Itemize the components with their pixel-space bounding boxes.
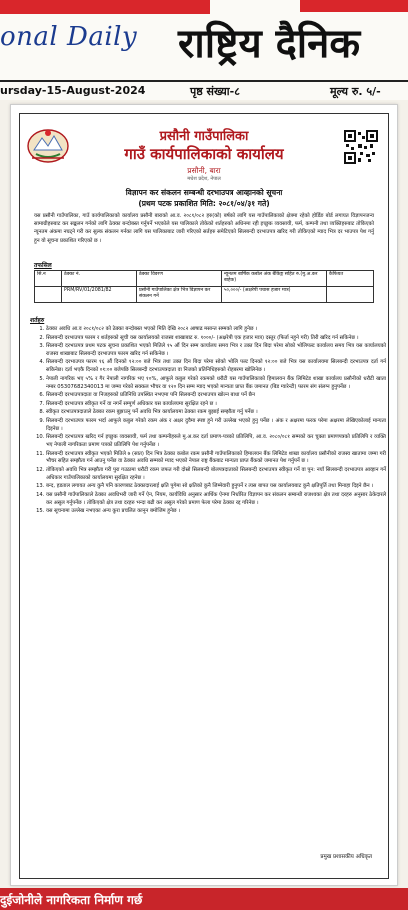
table-cell: प्रसौनी गाउँपालिका क्षेत्र भित्र विज्ञापन कर संकलन गर्ने (137, 286, 222, 302)
conditions-label: शर्तहरु (30, 317, 45, 324)
table-header-cell: सि.न (35, 271, 62, 287)
table-cell: PRM/RV/01/2081/82 (62, 286, 137, 302)
list-item: 7. सिलबन्दी दरभाउपत्र स्वीकृत गर्ने वा नगर्ने सम्पूर्ण अधिकार यस कार्यालयमा सुरक्षित रहने छ । (46, 401, 386, 409)
details-label: तफसिल (34, 262, 52, 269)
masthead-red-banner (0, 0, 210, 14)
table-row (35, 286, 374, 302)
masthead-red-banner-right (300, 0, 408, 12)
masthead (0, 0, 408, 100)
signatory: प्रमुख प्रशासकीय अधिकृत (320, 854, 372, 860)
newspaper-nepali-name: राष्ट्रिय दैनिक (178, 20, 361, 67)
list-item: 14. यस प्रसौनी गाउँपालिकाले ठेक्का अवधिभरी जारी गर्ने ऐन, नियम, कार्यविधि अनुसार आर्थिक ऐनमा निर्धारित विज्ञापन कर संकलन सम्बन्धी राजश्वका क्षेत्र तथा दरहरु अनुसार ठेकेदारले कर असुल गर्नुपर्नेछ । तोकिएको क्षेत्र तथा दरहरु भन्दा बढी कर असुल गरेको प्रमाण फेला परेमा ठेक्का रद्द गरिनेछ । (46, 492, 386, 508)
notice-title: विज्ञापन कर संकलन सम्बन्धी दरभाउपत्र आव्हानको सूचना (125, 188, 283, 197)
notice-box (19, 113, 389, 879)
list-item: 12. तोकिएको अवधि भित्र सम्झौता गरी पुरा गउठामा धरौटी रकम जफत गरी दोस्रो सिलबन्दी बोलपत्रदाताको सिलबन्दी दरभाउपत्र स्वीकृत गर्ने वा पुन: नयाँ सिलबन्दी दरभाउपत्र आव्हान गर्ने अधिकार गाउँपालिकाको कार्यालयमा सुरक्षित रहनेछ । (46, 467, 386, 483)
table-header-row (35, 271, 374, 287)
notice-clipping (10, 104, 398, 886)
table-header-cell: ठेक्का विवरण (137, 271, 222, 287)
list-item: 3. सिलबन्दी दरभाउपत्र प्रथम पटक सूचना प्रकाशित भएको मितिले १५ औं दिन सम्म कार्यालय समय भित्र र उक्त दिन बिदा परेमा सोको भोलिपल्ट कार्यालय समय भित्र यस कार्यालयको राजस्व शाखाबाट सिलबन्दी दरभाउपत्र फारम खरिद गर्न सकिनेछ । (46, 343, 386, 359)
notice-intro-paragraph: यस प्रसौनी गाउँपालिका, गाउँ कार्यपालिकाको कार्यालय प्रसौनी बाराको आ.व. २०८१/०८२ हरु(को) बर्षको लागि यस गाउँपालिकाको क्षेत्रमा रहेको होर्डिङ बोर्ड लगायत विज्ञापनजन्य सामाग्रीहरुबाट कर सङ्कलन गर्नको लागि ठेक्का बन्दोबस्त गर्नुपर्ने भएकोले यस पालिकाले तोकेको शर्तहरुको अधिनमा रही इच्छुक व्यवसायी, फर्म, कम्पनी तथा व्यक्तिहरुबाट तोकिएको न्यूनतम अंकमा नघट्ने गरी कर सुल्क संकलन गर्नका लागि यस पालिकाबाट जारी गरिएको सर्तहरु समेटिएको सिलबन्दी दरभाउपत्र खरिद गरी तोकिएको म्याद भित्र दर भाउपत्र पेश गर्नु हुन यो सूचना प्रकाशित गरिएको छ । (34, 213, 374, 244)
conditions-list (34, 326, 386, 517)
list-item: 9. सिलबन्दी दरभाउपत्र फारम भर्दा आफूले कबुल गरेको रकम अंक र अक्षर दुवैमा स्पष्ट हुने गरी उल्लेख भएको हुनु पर्नेछ । अंक र अक्षरमा फरक परेमा अक्षरमा लेखिएकोलाई मान्यता दिइनेछ । (46, 418, 386, 434)
dateline (0, 80, 408, 100)
list-item: 2. सिलबन्दी दरभाउपत्र फारम र शर्तहरुको सूची यस कार्यालयको राजस्व शाखाबाट रु. १०००/- (अक्षरेपी एक हजार मात्र) दस्तुर (फिर्ता नहुने गरी) तिरी खरिद गर्न सकिनेछ । (46, 335, 386, 343)
price: मूल्य रु. ५/- (330, 85, 381, 98)
office-province: मधेश प्रदेश, नेपाल (187, 176, 221, 182)
newspaper-english-name: onal Daily (0, 22, 138, 52)
footer-banner (0, 888, 408, 910)
list-item: 11. सिलबन्दी दरभाउपत्र स्वीकृत भएको मितिले ७ (सात) दिन भित्र ठेक्का कबोल रकम प्रसौनी गाउँपालिकाको हिमालयन बैंक लिमिटेड शाखा कार्यालय प्रसौनीको राजस्व खातामा जम्मा गरी भौचर सहित सम्झौता गर्न आउनु पर्नेछ वा ठेक्का अवधि सम्मको म्याद भएको नेपाल राष्ट्र बैंकबाट मान्यता प्राप्त बैंकको जमानत पेश गर्नुपर्ने छ । (46, 451, 386, 467)
table-cell (35, 286, 62, 302)
list-item: 10. सिलबन्दी दरभाउपत्र खरिद गर्न इच्छुक व्यवसायी, फर्म तथा कम्पनीहरुले मु.अ.कर दर्ता प्रमाण-पत्रको प्रतिलिपि, आ.व. २०८०/०८१ सम्मको कर चुक्ता प्रमाणपत्रको प्रतिलिपि र व्यक्ति भए नेपाली नागरिकता प्रमाण पत्रको प्रतिलिपि पेश गर्नुपर्नेछ । (46, 434, 386, 450)
table-header-cell: कैफियत (327, 271, 374, 287)
footer-headline: दुईजोनीले नागरिकता निर्माण गर्छ (0, 893, 143, 907)
notice-subtitle: (प्रथम पटक प्रकाशित मिति: २०८१/०४/३१ गते) (138, 199, 270, 208)
office-location: प्रसौनी, बारा (187, 166, 221, 175)
list-item: 4. सिलबन्दी दरभाउपत्र फारम १६ औं दिनको १२:०० बजे भित्र तथा उक्त दिन बिदा परेमा सोको भोलि पल्ट दिनको १२:०० बजे भित्र यस कार्यालयमा सिलबन्दी दरभाउपत्र दर्ता गर्न सकिनेछ। दर्ता भएकै दिनको ०१:०० बजेपछि सिलबन्दी दरभाउपत्रदाता वा निजको प्रतिनिधिहरुको रोहबरमा खोलिनेछ । (46, 359, 386, 375)
issue-date: ursday-15-August-2024 (0, 84, 146, 97)
page-number: पृष्ठ संख्या-८ (190, 85, 240, 98)
list-item: 8. स्वीकृत दरभाउपत्रदाताले ठेक्का रकम बुझाउनु पर्ने अवधि भित्र कार्यालयमा ठेक्का रकम बुझाई सम्झौता गर्नु पर्नेछ । (46, 409, 386, 417)
list-item: 15. यस सूचनामा उल्लेख नभएका अन्य कुरा प्रचलित कानून बमोजिम हुनेछ । (46, 508, 386, 516)
list-item: 6. सिलबन्दी दरभाउपत्रदाता वा निजहरुको प्रतिनिधि उपस्थित नभएमा पनि सिलबन्दी दरभाउपत्र खोल्न बाधा पर्ने छैन (46, 392, 386, 400)
office-title: गाउँ कार्यपालिकाको कार्यालय (124, 145, 284, 163)
tender-details-table (34, 270, 374, 303)
office-name: प्रसौनी गाउँपालिका (159, 129, 249, 144)
table-header-cell: ठेक्का नं. (62, 271, 137, 287)
table-header-cell: न्युनतम बार्षिक कबोल अंक बैकिङ्ग सहित रु.(मु.अ.कर बाहेक) (222, 271, 327, 287)
table-cell: ५०,०००/- (अक्षरेपी पचास हजार मात्र) (222, 286, 327, 302)
list-item: 1. ठेक्का अवधि आ.व २०८१/०८२ को ठेक्का बन्दोबस्त भएको मिति देखि २०८२ आषाढ मसान्त सम्मको लागि हुनेछ । (46, 326, 386, 334)
list-item: 13. बन्द, हडताल लगायत अन्य कुनै पनि कारणबाट ठेक्कादारलाई क्षति पुगेमा सो क्षतिको कुनै जिम्मेवारी हुनुपर्ने र त्यस बापत यस कार्यालयबाट कुनै क्षतिपूर्ति तथा मिनाहा दिइने छैन । (46, 483, 386, 491)
table-cell (327, 286, 374, 302)
list-item: 5. नेपाली नागरिक भए ५% र गैर नेपाली नागरिक भए १०%, आफूले कबुल गरेको रकमको धरौटी यस गाउँपालिकाको हिमालयन बैंक लिमिटेड शाखा कार्यालय प्रसौनीको धरौटी खाता नम्बर 05307682340013 मा जम्मा गरेको सक्कल भौचर वा १२० दिन सम्म म्याद भएको मान्यता प्राप्त बैंक जमानत (बिड ग्यारेन्टी) फारम संग संलग्न हुनुपर्नेछ । (46, 376, 386, 392)
